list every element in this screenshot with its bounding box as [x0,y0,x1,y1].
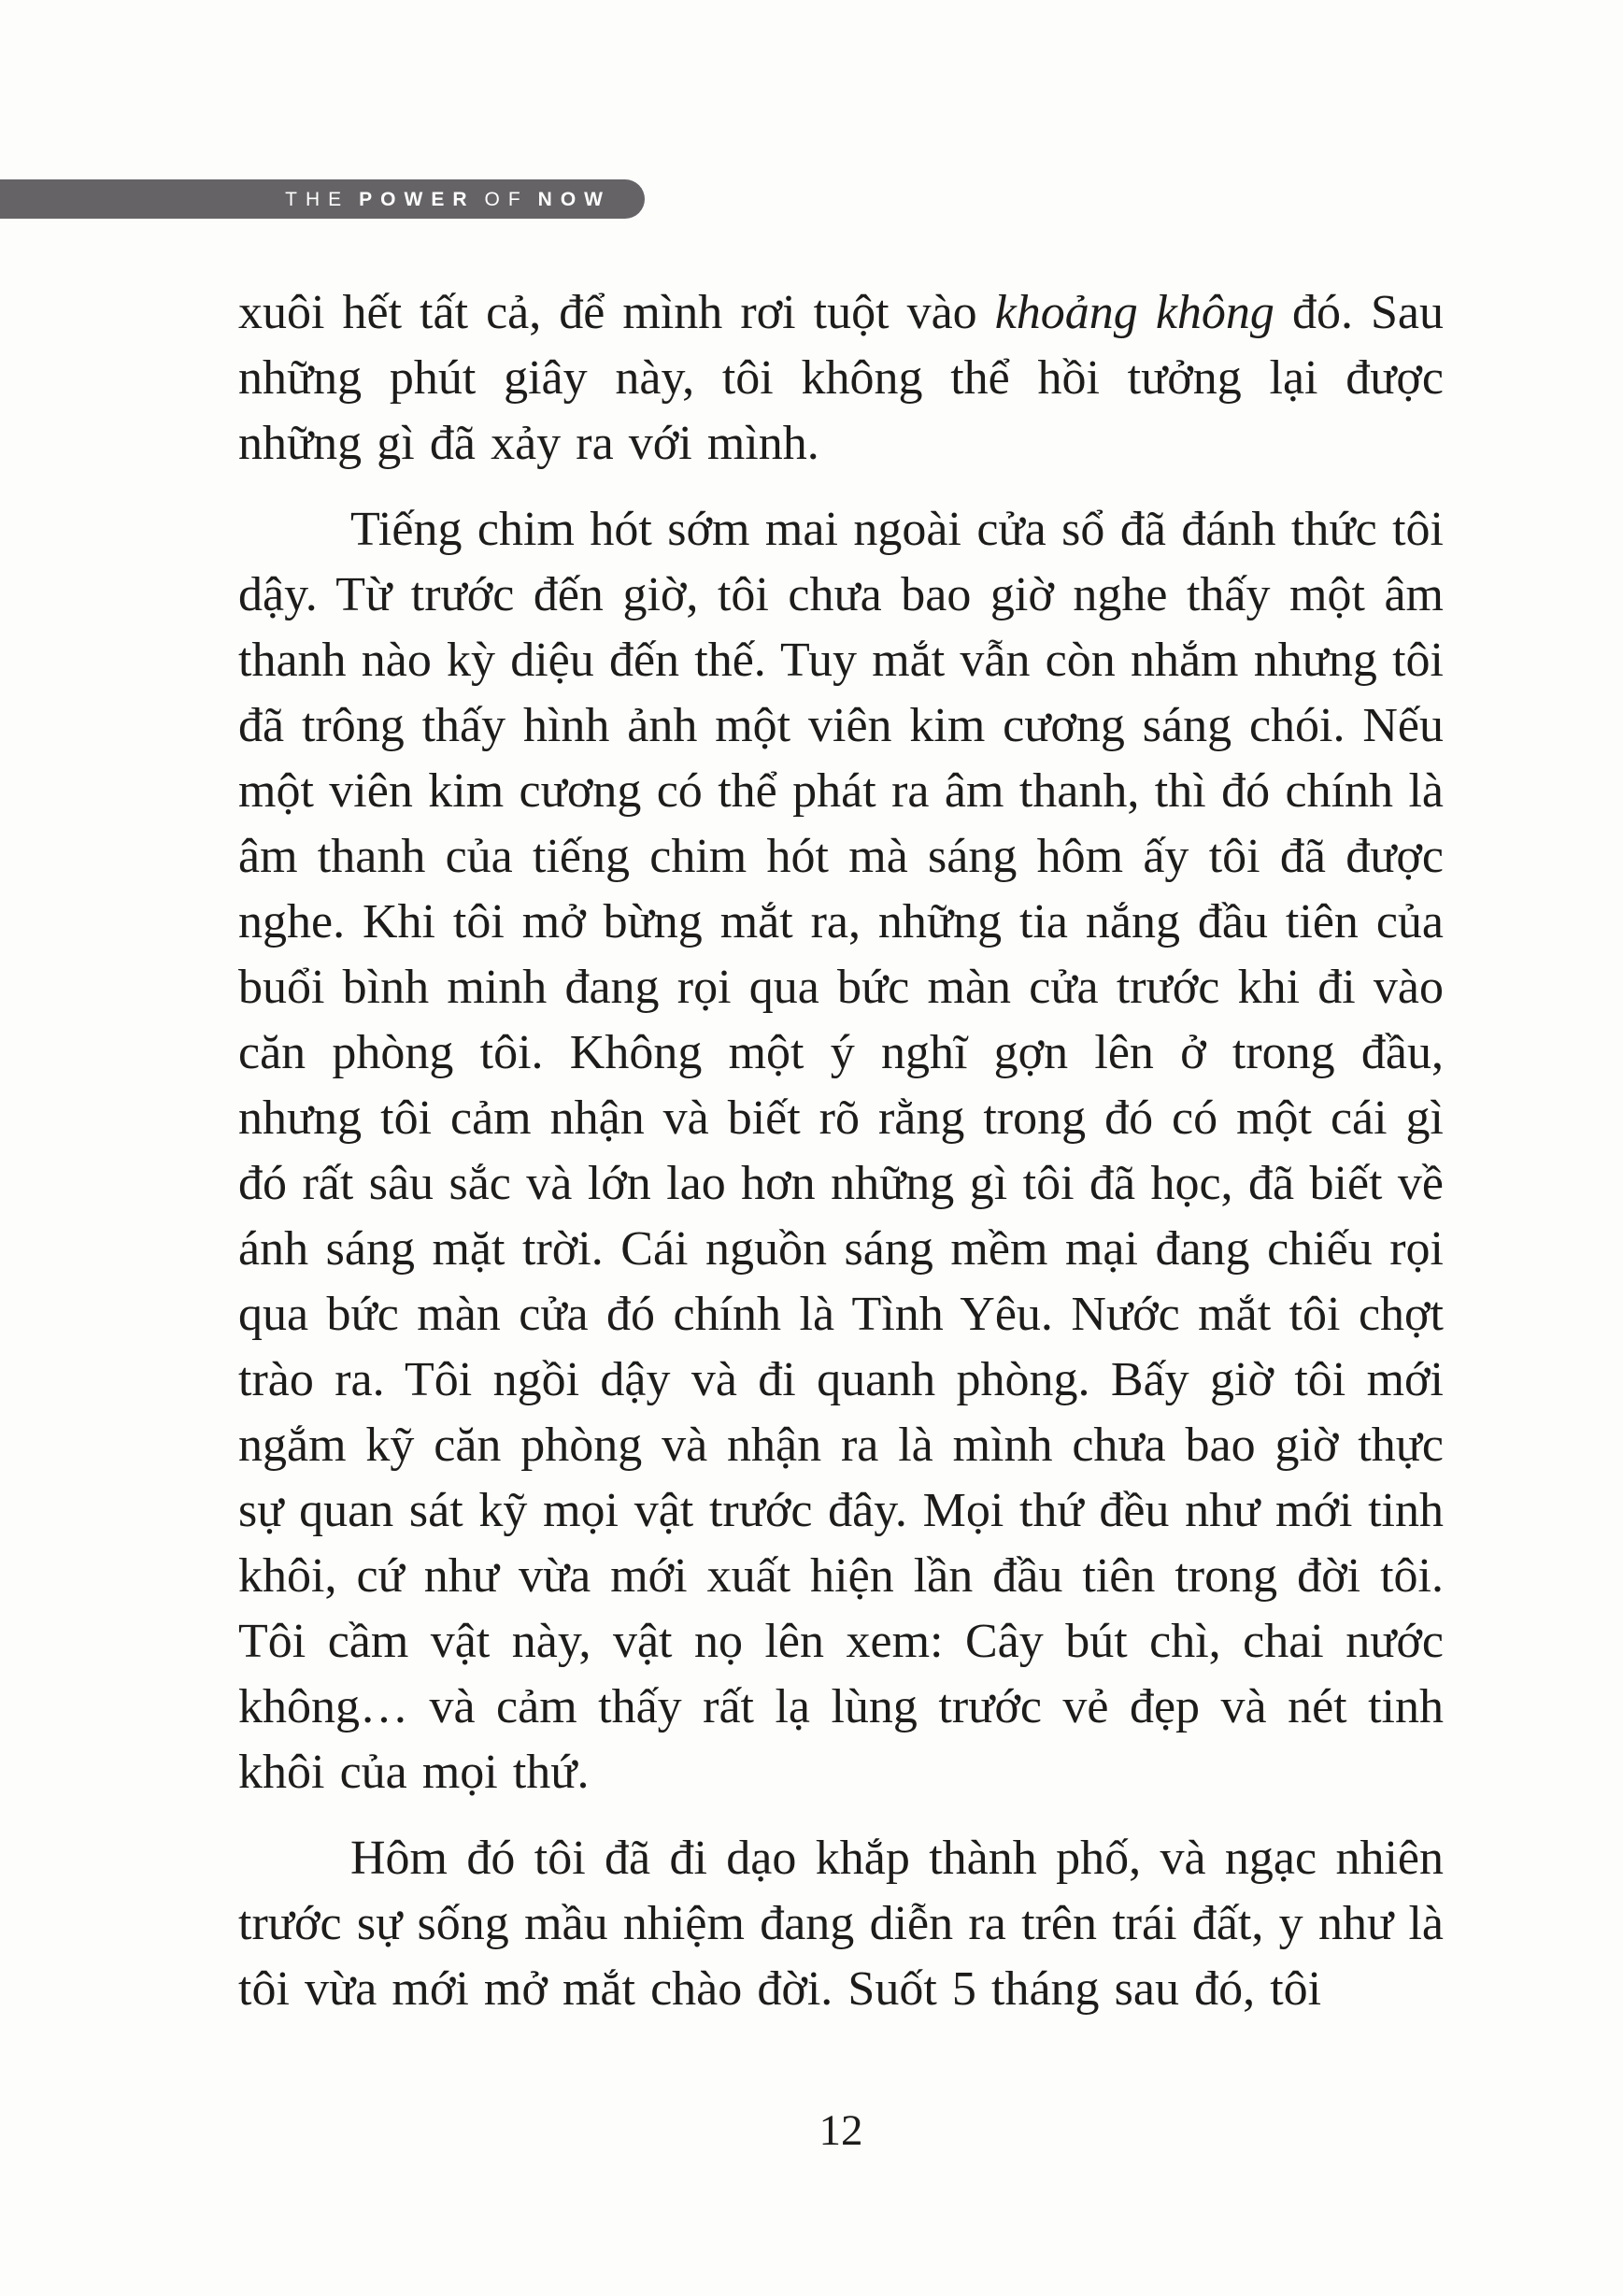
paragraph-3: Hôm đó tôi đã đi dạo khắp thành phố, và ngạc nhiên trước sự sống mầu nhiệm đang diễn ra trên trái đất, y như là tôi vừa mới mở mắt chào đời. Suốt 5 tháng sau đó, tôi [238,1832,1444,2016]
paragraph-1 [238,280,1444,477]
paragraph-2: Tiếng chim hót sớm mai ngoài cửa sổ đã đánh thức tôi dậy. Từ trước đến giờ, tôi chưa bao giờ nghe thấy một âm thanh nào kỳ diệu đến thế. Tuy mắt vẫn còn nhắm nhưng tôi đã trông thấy hình ảnh một viên kim cương sáng chói. Nếu một viên kim cương có thể phát ra âm thanh, thì đó chính là âm thanh của tiếng chim hót mà sáng hôm ấy tôi đã được nghe. Khi tôi mở bừng mắt ra, những tia nắng đầu tiên của buổi bình minh đang rọi qua bức màn cửa trước khi đi vào căn phòng tôi. Không một ý nghĩ gợn lên ở trong đầu, nhưng tôi cảm nhận và biết rõ rằng trong đó có một cái gì đó rất sâu sắc và lớn lao hơn những gì tôi đã học, đã biết về ánh sáng mặt trời. Cái nguồn sáng mềm mại đang chiếu rọi qua bức màn cửa đó chính là Tình Yêu. Nước mắt tôi chợt trào ra. Tôi ngồi dậy và đi quanh phòng. Bấy giờ tôi mới ngắm kỹ căn phòng và nhận ra là mình chưa bao giờ thực sự quan sát kỹ mọi vật trước đây. Mọi thứ đều như mới tinh khôi, cứ như vừa mới xuất hiện lần đầu tiên trong đời tôi. Tôi cầm vật này, vật nọ lên xem: Cây bút chì, chai nước không… và cảm thấy rất lạ lùng trước vẻ đẹp và nét tinh khôi của mọi thứ. [238,503,1444,1799]
header-word-of: OF [484,188,529,210]
header-word-now: NOW [537,188,611,210]
paragraph-1-text-continued: đó. Sau những phút giây này, tôi không thể hồi tưởng lại được những gì đã xảy ra với mình. [238,286,1444,470]
italic-phrase: khoảng không [994,286,1274,339]
paragraph-1-text: xuôi hết tất cả, để mình rơi tuột vào [238,286,995,339]
page-number: 12 [819,2106,863,2155]
header-word-the: THE [285,188,350,210]
header-word-power: POWER [359,188,476,210]
body-text [238,280,1444,2022]
running-header-bar [0,179,645,219]
